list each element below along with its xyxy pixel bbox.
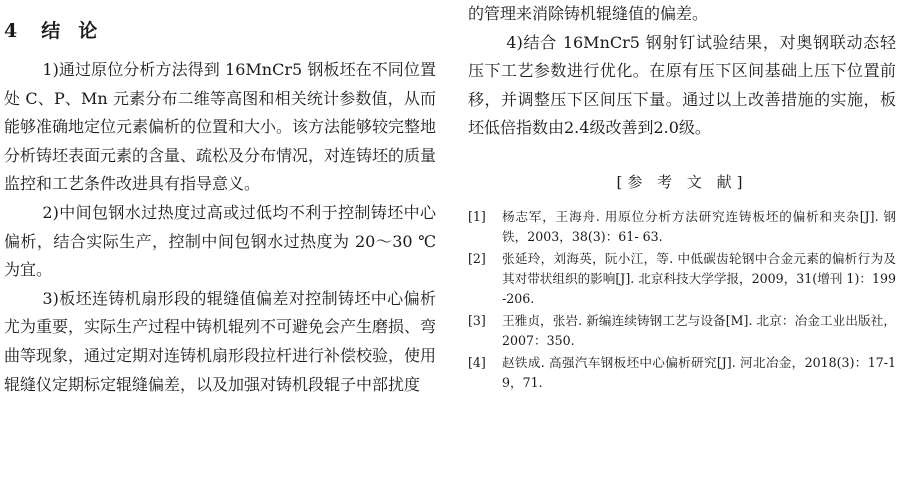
conclusion-paragraph-3: 3)板坯连铸机扇形段的辊缝值偏差对控制铸坯中心偏析尤为重要，实际生产过程中铸机辊列不可避免会产生磨损、弯曲等现象，通过定期对连铸机扇形段拉杆进行补偿校验，使用辊缝仪定期标定辊缝偏差，以及加强对铸机段辊子中部扰度 bbox=[4, 288, 437, 394]
reference-item bbox=[468, 207, 896, 247]
reference-item bbox=[468, 353, 896, 393]
section-heading bbox=[4, 14, 436, 48]
reference-text: 王雅贞，张岩. 新编连续铸钢工艺与设备[M]. 北京：冶金工业出版社，2007：350. bbox=[502, 312, 896, 348]
reference-item bbox=[468, 311, 896, 351]
section-title-char-1: 结 bbox=[41, 20, 63, 42]
reference-list bbox=[468, 207, 896, 393]
conclusion-paragraph-3-continuation: 的管理来消除铸机辊缝值的偏差。 bbox=[468, 4, 709, 23]
reference-index: [2] bbox=[468, 250, 486, 266]
references-title: [参 考 文 献] bbox=[616, 172, 748, 191]
conclusion-paragraph-1: 1)通过原位分析方法得到 16MnCr5 钢板坯在不同位置处 C、P、Mn 元素分布二维等高图和相关统计参数值，从而能够准确地定位元素偏析的位置和大小。该方法能够较完整地分析铸坯表面元素的含量、疏松及分布情况，对连铸坯的质量监控和工艺条件改进具有指导意义。 bbox=[4, 60, 437, 194]
conclusion-paragraph-2: 2)中间包钢水过热度过高或过低均不利于控制铸坯中心偏析，结合实际生产，控制中间包钢水过热度为 20～30 ℃ 为宜。 bbox=[4, 202, 436, 280]
section-title-char-2: 论 bbox=[78, 20, 100, 42]
right-column bbox=[468, 0, 896, 395]
reference-item bbox=[468, 249, 896, 309]
reference-text: 杨志军，王海舟. 用原位分析方法研究连铸板坯的偏析和夹杂[J]. 钢铁，2003，38(3)：61- 63. bbox=[502, 208, 896, 244]
left-column bbox=[4, 0, 436, 399]
reference-index: [4] bbox=[468, 354, 486, 370]
reference-text: 张延玲，刘海英，阮小江，等. 中低碳齿轮钢中合金元素的偏析行为及其对带状组织的影响[J]. 北京科技大学学报，2009，31(增刊 1)：199-206. bbox=[502, 250, 896, 306]
section-number: 4 bbox=[4, 20, 20, 42]
reference-text: 赵铁成. 高强汽车钢板坯中心偏析研究[J]. 河北冶金，2018(3)：17-19，71. bbox=[502, 354, 896, 390]
reference-index: [1] bbox=[468, 208, 486, 224]
reference-index: [3] bbox=[468, 312, 486, 328]
conclusion-paragraph-4: 4)结合 16MnCr5 钢射钉试验结果，对奥钢联动态轻压下工艺参数进行优化。在原有压下区间基础上压下位置前移，并调整压下区间压下量。通过以上改善措施的实施，板坯低倍指数由2.4级改善到2.0级。 bbox=[468, 32, 896, 138]
